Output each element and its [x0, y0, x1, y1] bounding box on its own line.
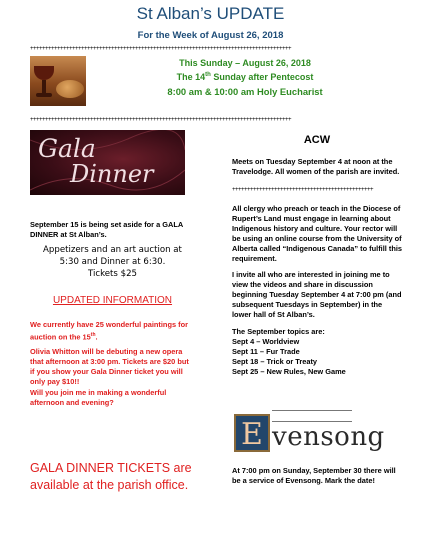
music-staff-icon	[272, 410, 352, 422]
sunday-after: Sunday after Pentecost	[210, 72, 314, 82]
chalice-icon	[34, 66, 54, 80]
gala-tickets-notice: GALA DINNER TICKETS are available at the parish office.	[30, 461, 192, 492]
sunday-th: th	[205, 72, 211, 78]
gala-word: Gala	[38, 134, 96, 163]
evensong-word: vensong	[272, 422, 385, 452]
sunday-service: 8:00 am & 10:00 am Holy Eucharist	[167, 86, 323, 97]
gala-hand-line-2: 5:30 and Dinner at 6:30.	[59, 257, 166, 267]
paintings-sup: th	[90, 332, 96, 338]
week-line: For the Week of August 26, 2018	[137, 30, 284, 41]
topic-item: Sept 4 – Worldview	[232, 337, 300, 346]
chalice-stem	[42, 80, 46, 94]
topics-label: The September topics are:	[232, 327, 325, 336]
gala-intro: September 15 is being set aside for a GALA DINNER at St Alban’s.	[30, 220, 183, 239]
paintings-end: .	[95, 332, 98, 342]
top-divider: +++++++++++++++++++++++++++++++++++++++++++++++++++++++++++++++++++++++++++++++++++++++	[30, 46, 292, 52]
paintings-paragraph	[30, 320, 195, 342]
updated-information-heading: UPDATED INFORMATION	[52, 295, 173, 306]
invitation-paragraph: I invite all who are interested in joining me to view the videos and share in discussion beginning Tuesday September 4 at 7:00 pm (and subsequent Tuesdays in September) in the lower hall of St Alban’s.	[232, 270, 402, 319]
mid-divider: +++++++++++++++++++++++++++++++++++++++++++++++++++++++++++++++++++++++++++++++++++++++	[30, 117, 292, 123]
chalice-base	[36, 93, 52, 97]
sunday-the: The 14	[176, 72, 206, 82]
join-paragraph: Will you join me in making a wonderful afternoon and evening?	[30, 388, 167, 407]
evensong-paragraph: At 7:00 pm on Sunday, September 30 there will be a service of Evensong. Mark the date!	[232, 466, 396, 485]
chalice-bread-image	[30, 56, 86, 106]
sunday-name	[90, 72, 400, 82]
topic-item: Sept 25 – New Rules, New Game	[232, 367, 346, 376]
gala-hand-line-3: Tickets $25	[87, 269, 138, 279]
opera-paragraph: Olivia Whitton will be debuting a new opera that afternoon at 3:00 pm. Tickets are $20 but if you show your Gala Dinner ticket you will only pay $10!!	[30, 347, 189, 386]
topic-item: Sept 11 – Fur Trade	[232, 347, 300, 356]
evensong-logo	[232, 406, 385, 456]
bread-icon	[56, 80, 84, 98]
paintings-text: We currently have 25 wonderful paintings for auction on the 15	[30, 320, 188, 342]
gala-hand-line-1: Appetizers and an art auction at	[43, 245, 182, 255]
topic-item: Sept 18 – Trick or Treaty	[232, 357, 318, 366]
dinner-word: Dinner	[70, 160, 154, 188]
sunday-date: This Sunday – August 26, 2018	[179, 58, 311, 68]
gala-dinner-image	[30, 130, 185, 195]
acw-divider: +++++++++++++++++++++++++++++++++++++++++++++++	[232, 187, 374, 193]
indigenous-course-paragraph: All clergy who preach or teach in the Diocese of Rupert’s Land must engage in learning about Indigenous history and culture. Your rector will be using an online course from the University of Alberta called “Indigenous Canada” to fulfill this requirement.	[232, 204, 403, 263]
page-title: St Alban’s UPDATE	[136, 4, 285, 23]
acw-meets: Meets on Tuesday September 4 at noon at the Travelodge. All women of the parish are invited.	[232, 157, 400, 176]
illuminated-letter: E	[234, 414, 270, 452]
acw-heading: ACW	[303, 134, 331, 146]
